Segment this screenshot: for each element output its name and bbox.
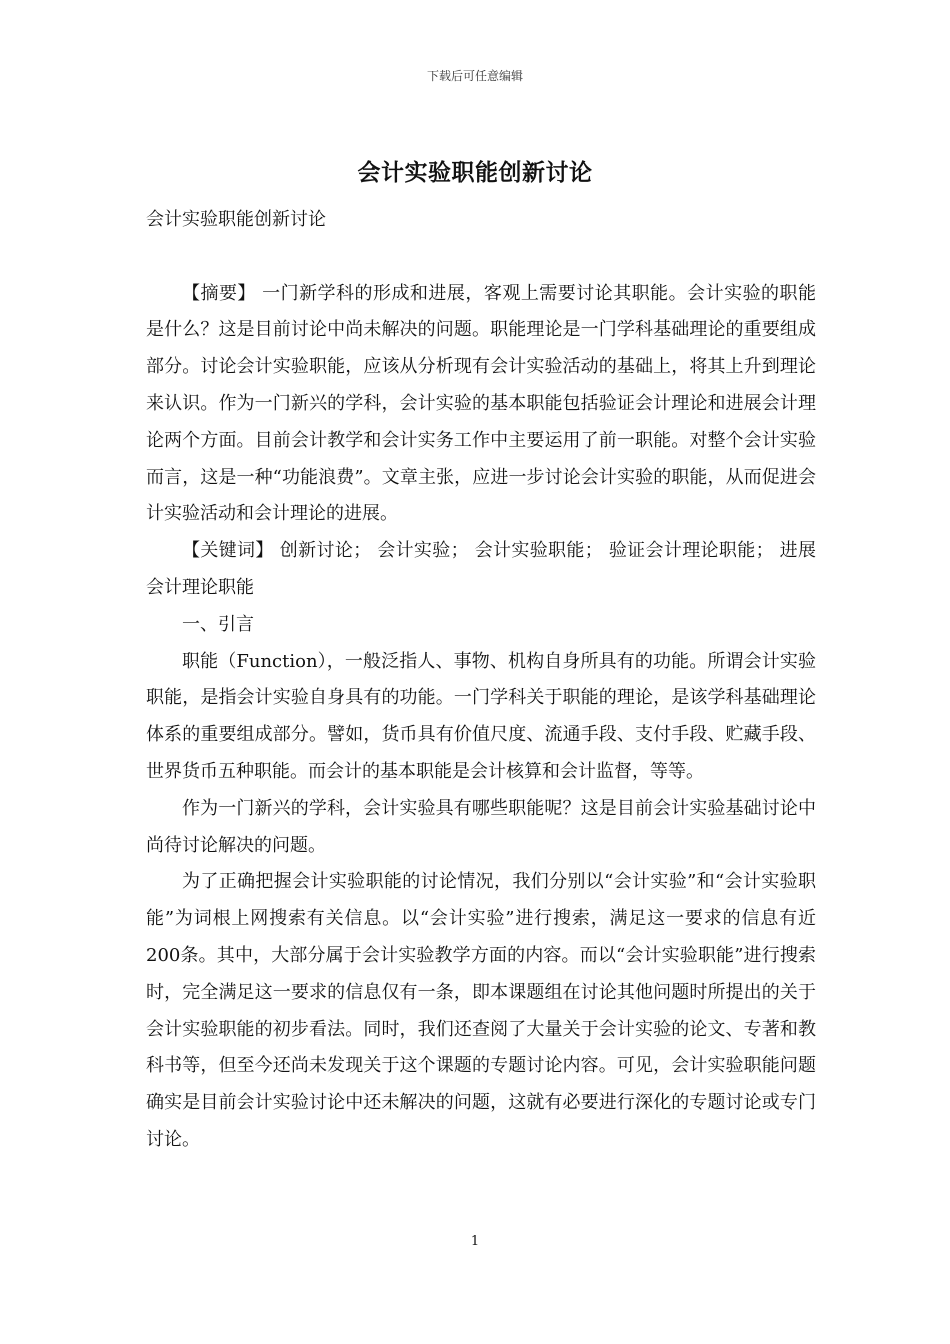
document-subtitle: 会计实验职能创新讨论	[146, 209, 326, 230]
body-paragraph: 作为一门新兴的学科，会计实验具有哪些职能呢？这是目前会计实验基础讨论中尚待讨论解决的问题。	[146, 797, 816, 856]
section-heading: 一、引言	[182, 613, 254, 635]
header-note: 下载后可任意编辑	[426, 69, 523, 83]
page-number: 1	[470, 1234, 480, 1249]
document-body	[146, 202, 816, 1159]
keywords-label: 【关键词】	[182, 540, 274, 562]
keyword-item: 进展会计理论职能	[146, 540, 816, 598]
abstract-label: 【摘要】	[182, 282, 256, 304]
keyword-item: 创新讨论；	[273, 540, 372, 562]
document-title: 会计实验职能创新讨论	[357, 159, 593, 186]
blank-line	[146, 239, 816, 276]
body-paragraph: 为了正确把握会计实验职能的讨论情况，我们分别以“会计实验”和“会计实验职能”为词根上网搜索有关信息。以“会计实验”进行搜索，满足这一要求的信息有近200条。其中，大部分属于会计实验教学方面的内容。而以“会计实验职能”进行搜索时，完全满足这一要求的信息仅有一条，即本课题组在讨论其他问题时所提出的关于会计实验职能的初步看法。同时，我们还查阅了大量关于会计实验的论文、专著和教科书等，但至今还尚未发现关于这个课题的专题讨论内容。可见，会计实验职能问题确实是目前会计实验讨论中还未解决的问题，这就有必要进行深化的专题讨论或专门讨论。	[146, 871, 816, 1150]
body-paragraph: 职能（Function），一般泛指人、事物、机构自身所具有的功能。所谓会计实验职能，是指会计实验自身具有的功能。一门学科关于职能的理论，是该学科基础理论体系的重要组成部分。譬如，货币具有价值尺度、流通手段、支付手段、贮藏手段、世界货币五种职能。而会计的基本职能是会计核算和会计监督，等等。	[146, 650, 816, 782]
keyword-item: 会计实验职能；	[474, 540, 603, 562]
keyword-item: 会计实验；	[377, 540, 469, 562]
abstract-text: 一门新学科的形成和进展，客观上需要讨论其职能。会计实验的职能是什么？这是目前讨论中尚未解决的问题。职能理论是一门学科基础理论的重要组成部分。讨论会计实验职能，应该从分析现有会计实验活动的基础上，将其上升到理论来认识。作为一门新兴的学科，会计实验的基本职能包括验证会计理论和进展会计理论两个方面。目前会计教学和会计实务工作中主要运用了前一职能。对整个会计实验而言，这是一种“功能浪费”。文章主张，应进一步讨论会计实验的职能，从而促进会计实验活动和会计理论的进展。	[146, 282, 817, 525]
keywords-paragraph	[146, 533, 816, 607]
abstract-paragraph	[146, 276, 816, 534]
keyword-item: 验证会计理论职能；	[608, 540, 774, 562]
